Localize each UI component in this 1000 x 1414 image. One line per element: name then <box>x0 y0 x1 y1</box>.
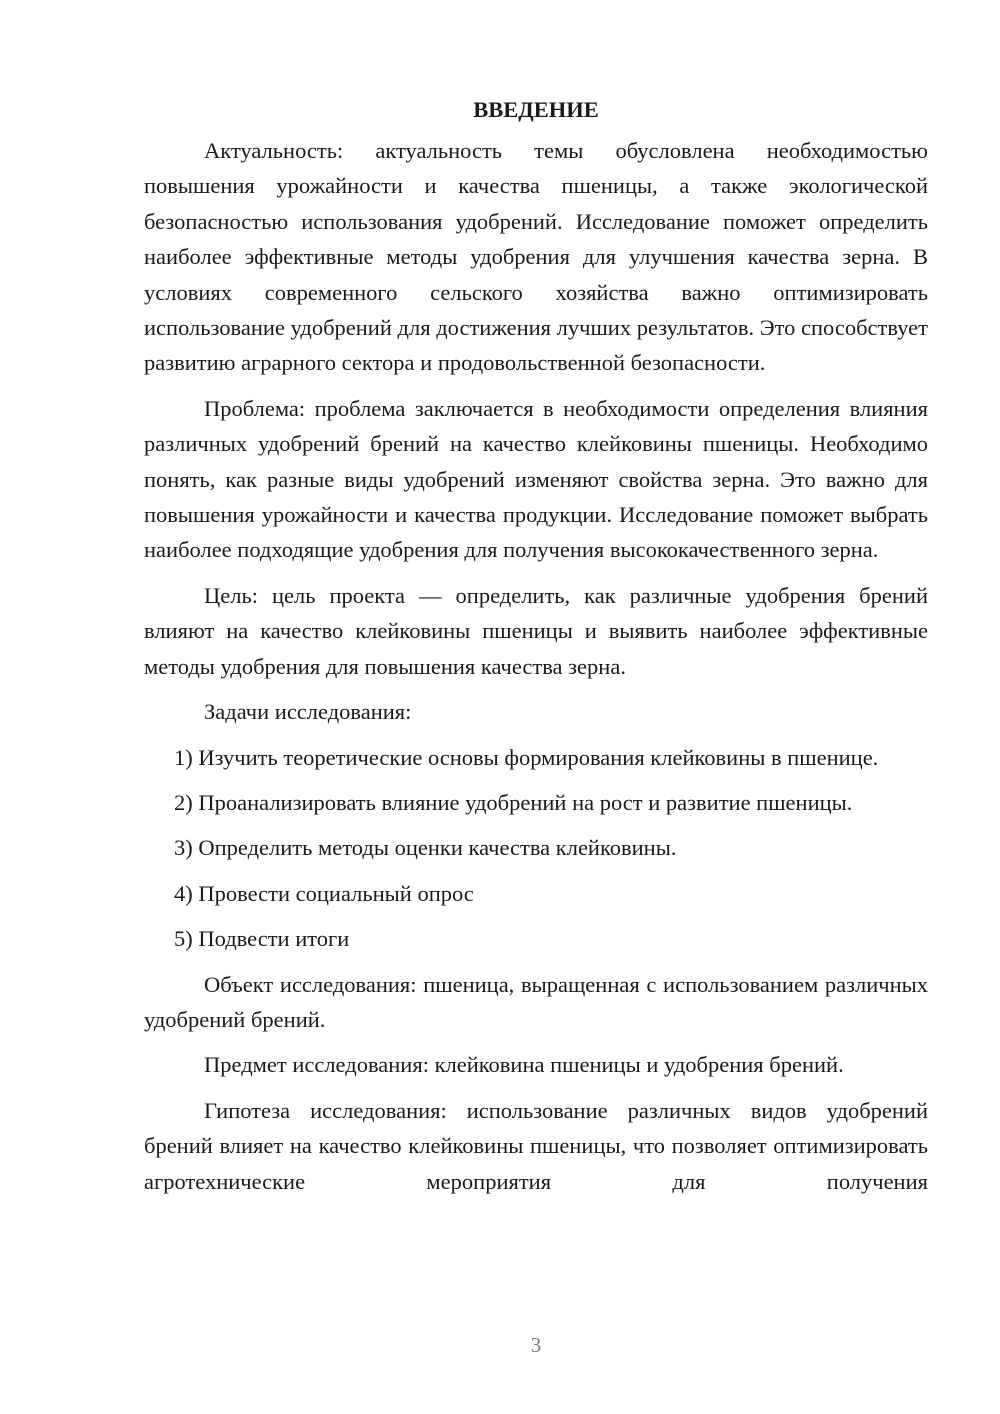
page-number: 3 <box>530 1333 542 1357</box>
paragraph-goal: Цель: цель проекта — определить, как различные удобрения брений влияют на качество клейковины пшеницы и выявить наиболее эффективные методы удобрения для повышения качества зерна. <box>144 582 928 679</box>
list-item: 4) Провести социальный опрос <box>174 880 474 906</box>
list-item: 2) Проанализировать влияние удобрений на рост и развитие пшеницы. <box>174 789 853 815</box>
paragraph-relevance: Актуальность: актуальность темы обусловлена необходимостью повышения урожайности и качества пшеницы, а также экологической безопасностью использования удобрений. Исследование поможет определить наиболее эффективные методы удобрения для улучшения качества зерна. В условиях современного сельского хозяйства важно оптимизировать использование удобрений для достижения лучших результатов. Это способствует развитию аграрного сектора и продовольственной безопасности. <box>144 138 928 376</box>
list-item: 3) Определить методы оценки качества клейковины. <box>174 835 677 861</box>
tasks-heading: Задачи исследования: <box>204 699 412 725</box>
paragraph-object: Объект исследования: пшеница, выращенная с использованием различных удобрений брений. <box>144 971 928 1032</box>
document-page <box>144 92 928 1199</box>
paragraph-hypothesis: Гипотеза исследования: использование различных видов удобрений брений влияет на качество клейковины пшеницы, что позволяет оптимизировать агротехнические мероприятия для получения <box>144 1097 928 1194</box>
tasks-list <box>144 740 928 957</box>
paragraph-problem: Проблема: проблема заключается в необходимости определения влияния различных удобрений брений на качество клейковины пшеницы. Необходимо понять, как разные виды удобрений изменяют свойства зерна. Это важно для повышения урожайности и качества продукции. Исследование поможет выбрать наиболее подходящие удобрения для получения высококачественного зерна. <box>144 395 928 563</box>
paragraph-subject: Предмет исследования: клейковина пшеницы и удобрения брений. <box>204 1052 844 1078</box>
page-title: ВВЕДЕНИЕ <box>473 97 599 122</box>
list-item: 1) Изучить теоретические основы формирования клейковины в пшенице. <box>174 744 879 770</box>
list-item: 5) Подвести итоги <box>174 926 350 952</box>
